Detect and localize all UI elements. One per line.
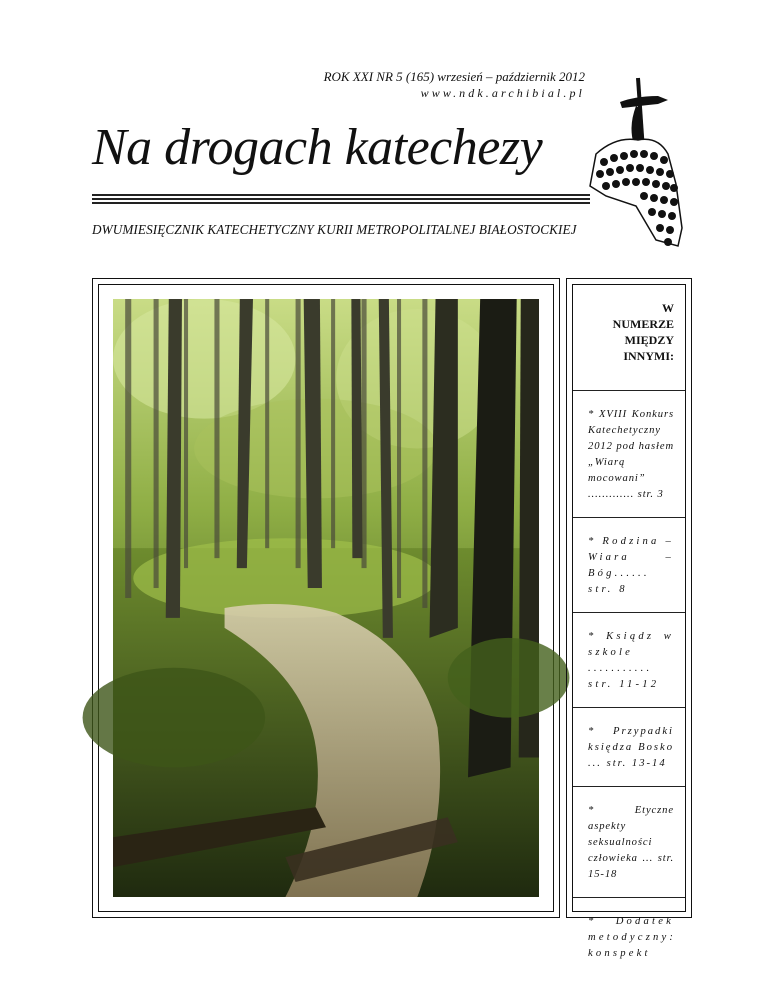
toc-divider <box>573 897 685 898</box>
forest-path-photo <box>113 299 539 897</box>
masthead-title: Na drogach katechezy <box>92 119 543 176</box>
toc-heading-line: MIĘDZY <box>624 333 674 347</box>
toc-heading-line: NUMERZE <box>612 317 674 331</box>
toc-entry[interactable]: * XVIII Konkurs Katechetyczny 2012 pod hasłem „Wiarą mocowani” ............. str. 3 <box>588 409 674 500</box>
toc-divider <box>573 517 685 518</box>
issue-info: ROK XXI NR 5 (165) wrzesień – październik 2012 <box>323 69 585 84</box>
toc-divider <box>573 786 685 787</box>
toc-divider <box>573 390 685 391</box>
cover-photo-frame <box>92 278 560 918</box>
masthead-rule-2 <box>92 198 590 200</box>
subtitle: DWUMIESIĘCZNIK KATECHETYCZNY KURII METROPOLITALNEJ BIAŁOSTOCKIEJ <box>92 222 577 237</box>
toc-divider <box>573 612 685 613</box>
table-of-contents <box>572 284 686 959</box>
website: www.ndk.archibial.pl <box>420 86 585 100</box>
toc-entry[interactable]: * Rodzina – Wiara – Bóg...... str. 8 <box>588 536 674 595</box>
toc-heading-line: W <box>662 301 674 315</box>
cross-with-crowd-logo-icon <box>586 76 686 254</box>
toc-entry[interactable]: * Przypadki księdza Bosko ... str. 13-14 <box>588 726 674 769</box>
toc-heading-line: INNYMI: <box>623 349 674 363</box>
toc-entry[interactable]: * Dodatek metodyczny: konspekt <box>588 916 677 959</box>
table-of-contents-frame <box>566 278 692 959</box>
cover-photo-inner-frame <box>98 284 554 912</box>
toc-divider <box>573 707 685 708</box>
toc-heading <box>588 300 674 364</box>
toc-entry[interactable]: * Etyczne aspekty seksualności człowieka ... str. 15-18 <box>588 805 674 880</box>
masthead-rule-3 <box>92 202 590 204</box>
toc-entry[interactable]: * Ksiądz w szkole ........... str. 11-12 <box>588 631 674 690</box>
masthead-rule-1 <box>92 194 590 196</box>
